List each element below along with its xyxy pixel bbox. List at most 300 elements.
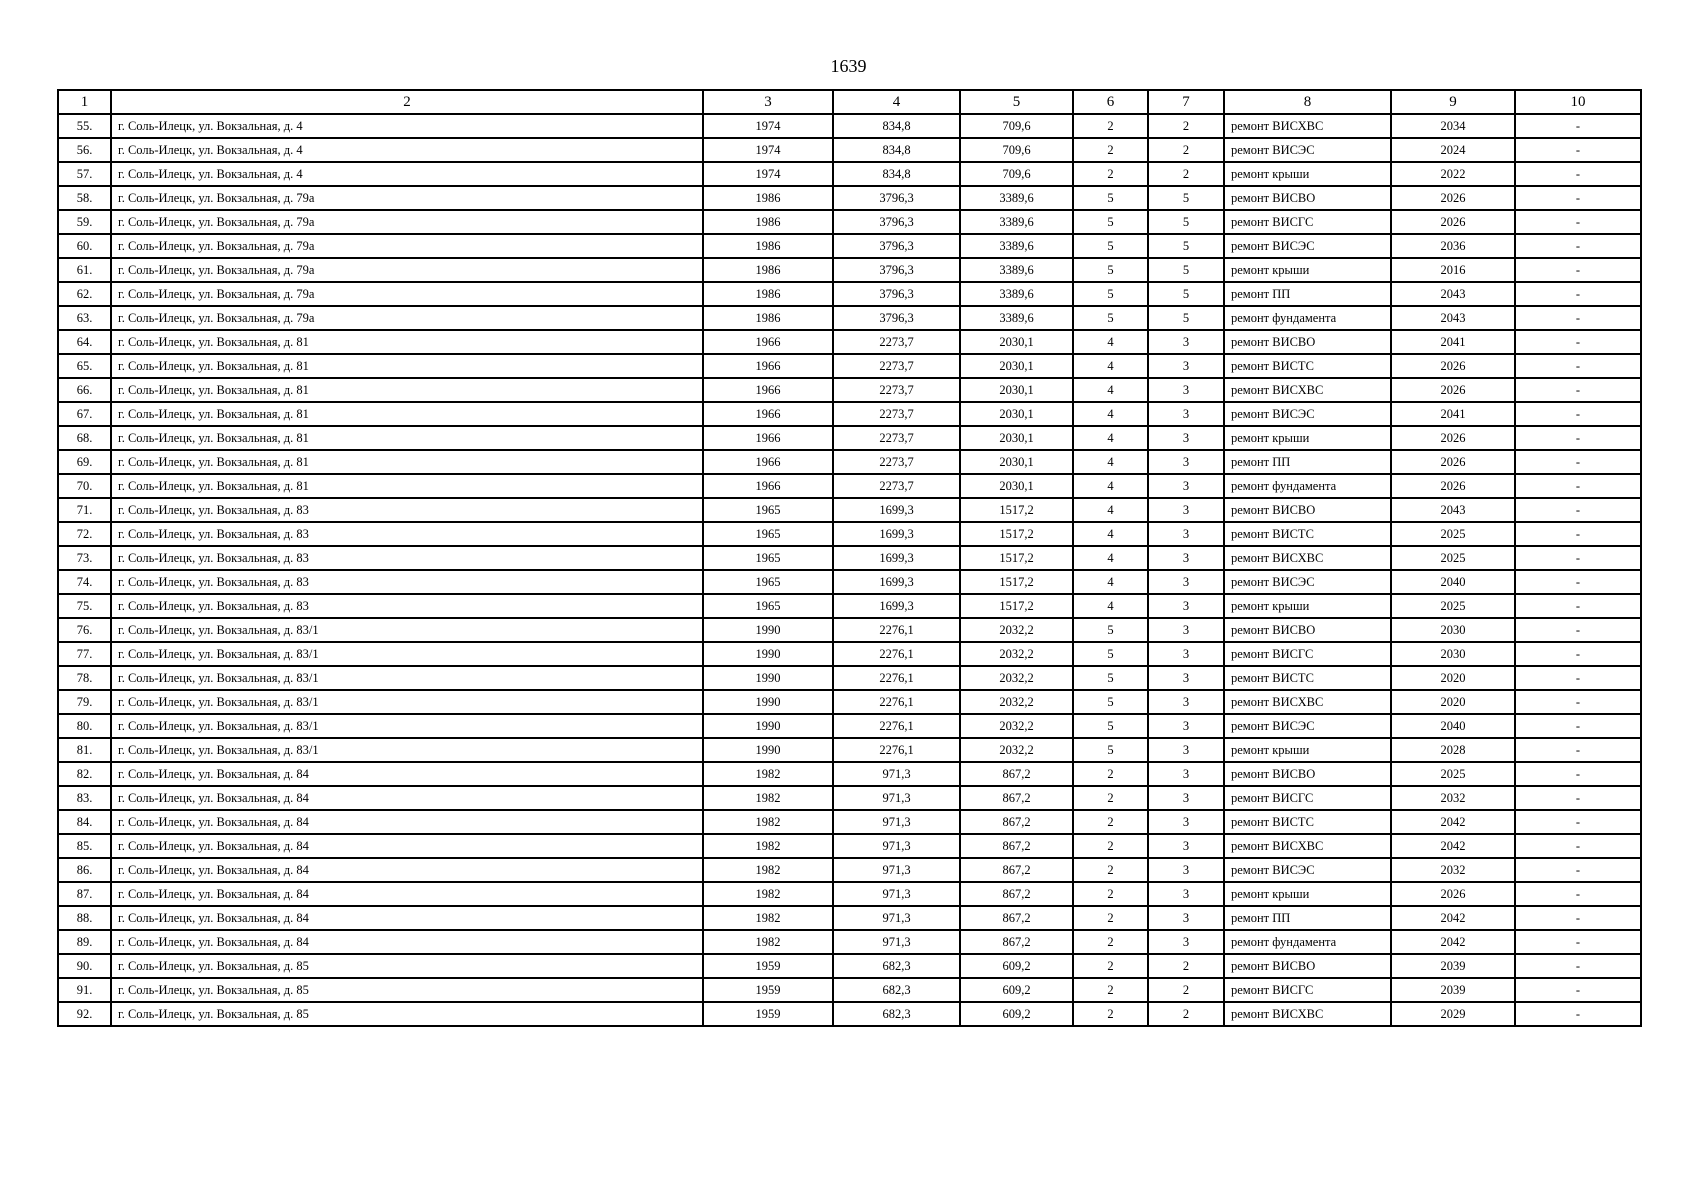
cell-floors: 4 bbox=[1073, 402, 1148, 426]
cell-entrances: 2 bbox=[1148, 138, 1224, 162]
cell-total-area: 682,3 bbox=[833, 978, 960, 1002]
cell-planned-year: 2025 bbox=[1391, 522, 1515, 546]
cell-address: г. Соль-Илецк, ул. Вокзальная, д. 4 bbox=[111, 162, 703, 186]
cell-entrances: 3 bbox=[1148, 402, 1224, 426]
cell-work-type: ремонт ПП bbox=[1224, 450, 1391, 474]
cell-note: - bbox=[1515, 282, 1641, 306]
cell-year-built: 1959 bbox=[703, 954, 833, 978]
cell-row-number: 59. bbox=[58, 210, 111, 234]
cell-address: г. Соль-Илецк, ул. Вокзальная, д. 79а bbox=[111, 234, 703, 258]
table-row bbox=[58, 666, 1641, 690]
cell-total-area: 2273,7 bbox=[833, 426, 960, 450]
cell-floors: 2 bbox=[1073, 1002, 1148, 1026]
cell-living-area: 867,2 bbox=[960, 834, 1073, 858]
cell-living-area: 2032,2 bbox=[960, 690, 1073, 714]
cell-living-area: 3389,6 bbox=[960, 258, 1073, 282]
cell-entrances: 3 bbox=[1148, 546, 1224, 570]
cell-work-type: ремонт ВИСВО bbox=[1224, 954, 1391, 978]
cell-address: г. Соль-Илецк, ул. Вокзальная, д. 84 bbox=[111, 810, 703, 834]
cell-note: - bbox=[1515, 906, 1641, 930]
cell-planned-year: 2042 bbox=[1391, 834, 1515, 858]
cell-year-built: 1982 bbox=[703, 810, 833, 834]
repair-schedule-table bbox=[57, 89, 1642, 1027]
cell-total-area: 2273,7 bbox=[833, 378, 960, 402]
table-row bbox=[58, 282, 1641, 306]
cell-note: - bbox=[1515, 162, 1641, 186]
cell-floors: 5 bbox=[1073, 738, 1148, 762]
cell-year-built: 1982 bbox=[703, 786, 833, 810]
cell-year-built: 1982 bbox=[703, 930, 833, 954]
cell-work-type: ремонт ВИСГС bbox=[1224, 978, 1391, 1002]
cell-year-built: 1982 bbox=[703, 882, 833, 906]
cell-living-area: 867,2 bbox=[960, 810, 1073, 834]
cell-entrances: 2 bbox=[1148, 954, 1224, 978]
cell-address: г. Соль-Илецк, ул. Вокзальная, д. 84 bbox=[111, 882, 703, 906]
cell-year-built: 1982 bbox=[703, 906, 833, 930]
cell-living-area: 709,6 bbox=[960, 114, 1073, 138]
cell-entrances: 5 bbox=[1148, 210, 1224, 234]
cell-planned-year: 2043 bbox=[1391, 306, 1515, 330]
cell-living-area: 3389,6 bbox=[960, 282, 1073, 306]
cell-note: - bbox=[1515, 498, 1641, 522]
cell-work-type: ремонт ВИСЭС bbox=[1224, 138, 1391, 162]
cell-work-type: ремонт ВИСВО bbox=[1224, 618, 1391, 642]
cell-note: - bbox=[1515, 522, 1641, 546]
cell-floors: 2 bbox=[1073, 978, 1148, 1002]
table-row bbox=[58, 522, 1641, 546]
cell-row-number: 77. bbox=[58, 642, 111, 666]
cell-work-type: ремонт фундамента bbox=[1224, 930, 1391, 954]
table-row bbox=[58, 474, 1641, 498]
cell-row-number: 58. bbox=[58, 186, 111, 210]
cell-note: - bbox=[1515, 570, 1641, 594]
cell-year-built: 1986 bbox=[703, 210, 833, 234]
cell-entrances: 3 bbox=[1148, 498, 1224, 522]
cell-address: г. Соль-Илецк, ул. Вокзальная, д. 84 bbox=[111, 930, 703, 954]
cell-note: - bbox=[1515, 210, 1641, 234]
cell-address: г. Соль-Илецк, ул. Вокзальная, д. 79а bbox=[111, 186, 703, 210]
cell-note: - bbox=[1515, 930, 1641, 954]
table-row bbox=[58, 930, 1641, 954]
cell-address: г. Соль-Илецк, ул. Вокзальная, д. 84 bbox=[111, 762, 703, 786]
cell-entrances: 2 bbox=[1148, 1002, 1224, 1026]
cell-floors: 5 bbox=[1073, 258, 1148, 282]
cell-note: - bbox=[1515, 642, 1641, 666]
cell-address: г. Соль-Илецк, ул. Вокзальная, д. 79а bbox=[111, 210, 703, 234]
cell-row-number: 92. bbox=[58, 1002, 111, 1026]
cell-planned-year: 2026 bbox=[1391, 186, 1515, 210]
cell-note: - bbox=[1515, 306, 1641, 330]
cell-floors: 4 bbox=[1073, 594, 1148, 618]
cell-planned-year: 2030 bbox=[1391, 642, 1515, 666]
cell-work-type: ремонт крыши bbox=[1224, 162, 1391, 186]
cell-floors: 5 bbox=[1073, 642, 1148, 666]
cell-total-area: 971,3 bbox=[833, 882, 960, 906]
cell-row-number: 85. bbox=[58, 834, 111, 858]
cell-work-type: ремонт ВИСЭС bbox=[1224, 402, 1391, 426]
cell-note: - bbox=[1515, 810, 1641, 834]
cell-note: - bbox=[1515, 114, 1641, 138]
table-row bbox=[58, 834, 1641, 858]
cell-total-area: 971,3 bbox=[833, 810, 960, 834]
cell-note: - bbox=[1515, 330, 1641, 354]
cell-planned-year: 2016 bbox=[1391, 258, 1515, 282]
cell-entrances: 5 bbox=[1148, 186, 1224, 210]
cell-planned-year: 2039 bbox=[1391, 954, 1515, 978]
cell-planned-year: 2026 bbox=[1391, 450, 1515, 474]
cell-planned-year: 2040 bbox=[1391, 570, 1515, 594]
cell-planned-year: 2026 bbox=[1391, 210, 1515, 234]
cell-work-type: ремонт ВИСВО bbox=[1224, 186, 1391, 210]
cell-year-built: 1966 bbox=[703, 354, 833, 378]
cell-floors: 2 bbox=[1073, 954, 1148, 978]
cell-entrances: 3 bbox=[1148, 330, 1224, 354]
cell-note: - bbox=[1515, 1002, 1641, 1026]
cell-address: г. Соль-Илецк, ул. Вокзальная, д. 81 bbox=[111, 474, 703, 498]
table-row bbox=[58, 450, 1641, 474]
column-header-2: 2 bbox=[111, 90, 703, 114]
cell-entrances: 3 bbox=[1148, 786, 1224, 810]
cell-row-number: 73. bbox=[58, 546, 111, 570]
cell-entrances: 5 bbox=[1148, 234, 1224, 258]
cell-planned-year: 2026 bbox=[1391, 378, 1515, 402]
cell-living-area: 609,2 bbox=[960, 1002, 1073, 1026]
cell-planned-year: 2028 bbox=[1391, 738, 1515, 762]
cell-work-type: ремонт ВИСВО bbox=[1224, 762, 1391, 786]
cell-address: г. Соль-Илецк, ул. Вокзальная, д. 83 bbox=[111, 594, 703, 618]
cell-work-type: ремонт ВИСХВС bbox=[1224, 690, 1391, 714]
column-header-10: 10 bbox=[1515, 90, 1641, 114]
cell-total-area: 971,3 bbox=[833, 858, 960, 882]
cell-row-number: 57. bbox=[58, 162, 111, 186]
cell-living-area: 1517,2 bbox=[960, 546, 1073, 570]
cell-year-built: 1959 bbox=[703, 1002, 833, 1026]
cell-entrances: 3 bbox=[1148, 858, 1224, 882]
table-row bbox=[58, 714, 1641, 738]
cell-entrances: 3 bbox=[1148, 618, 1224, 642]
table-row bbox=[58, 138, 1641, 162]
cell-row-number: 55. bbox=[58, 114, 111, 138]
cell-living-area: 2032,2 bbox=[960, 618, 1073, 642]
cell-year-built: 1986 bbox=[703, 186, 833, 210]
cell-living-area: 2030,1 bbox=[960, 354, 1073, 378]
cell-row-number: 84. bbox=[58, 810, 111, 834]
cell-row-number: 90. bbox=[58, 954, 111, 978]
cell-year-built: 1965 bbox=[703, 498, 833, 522]
cell-year-built: 1986 bbox=[703, 306, 833, 330]
cell-address: г. Соль-Илецк, ул. Вокзальная, д. 81 bbox=[111, 402, 703, 426]
cell-row-number: 87. bbox=[58, 882, 111, 906]
cell-living-area: 609,2 bbox=[960, 978, 1073, 1002]
cell-total-area: 2276,1 bbox=[833, 690, 960, 714]
cell-total-area: 1699,3 bbox=[833, 594, 960, 618]
cell-planned-year: 2036 bbox=[1391, 234, 1515, 258]
cell-work-type: ремонт ВИСХВС bbox=[1224, 1002, 1391, 1026]
cell-living-area: 2030,1 bbox=[960, 426, 1073, 450]
cell-total-area: 971,3 bbox=[833, 930, 960, 954]
cell-floors: 2 bbox=[1073, 162, 1148, 186]
cell-address: г. Соль-Илецк, ул. Вокзальная, д. 81 bbox=[111, 426, 703, 450]
cell-address: г. Соль-Илецк, ул. Вокзальная, д. 83/1 bbox=[111, 666, 703, 690]
cell-year-built: 1965 bbox=[703, 522, 833, 546]
cell-living-area: 2030,1 bbox=[960, 330, 1073, 354]
cell-entrances: 3 bbox=[1148, 378, 1224, 402]
cell-total-area: 2276,1 bbox=[833, 666, 960, 690]
cell-planned-year: 2041 bbox=[1391, 330, 1515, 354]
cell-address: г. Соль-Илецк, ул. Вокзальная, д. 83/1 bbox=[111, 618, 703, 642]
cell-note: - bbox=[1515, 714, 1641, 738]
cell-note: - bbox=[1515, 546, 1641, 570]
cell-note: - bbox=[1515, 378, 1641, 402]
cell-planned-year: 2025 bbox=[1391, 546, 1515, 570]
cell-year-built: 1959 bbox=[703, 978, 833, 1002]
column-header-5: 5 bbox=[960, 90, 1073, 114]
cell-total-area: 2273,7 bbox=[833, 330, 960, 354]
cell-row-number: 78. bbox=[58, 666, 111, 690]
cell-floors: 5 bbox=[1073, 690, 1148, 714]
cell-entrances: 3 bbox=[1148, 426, 1224, 450]
column-header-4: 4 bbox=[833, 90, 960, 114]
table-row bbox=[58, 906, 1641, 930]
cell-floors: 4 bbox=[1073, 354, 1148, 378]
cell-year-built: 1990 bbox=[703, 690, 833, 714]
cell-note: - bbox=[1515, 402, 1641, 426]
cell-year-built: 1966 bbox=[703, 450, 833, 474]
cell-entrances: 3 bbox=[1148, 906, 1224, 930]
cell-entrances: 3 bbox=[1148, 594, 1224, 618]
cell-entrances: 3 bbox=[1148, 882, 1224, 906]
cell-entrances: 3 bbox=[1148, 354, 1224, 378]
cell-row-number: 70. bbox=[58, 474, 111, 498]
cell-living-area: 2032,2 bbox=[960, 738, 1073, 762]
cell-year-built: 1965 bbox=[703, 570, 833, 594]
cell-living-area: 2030,1 bbox=[960, 378, 1073, 402]
table-row bbox=[58, 210, 1641, 234]
cell-row-number: 65. bbox=[58, 354, 111, 378]
cell-entrances: 3 bbox=[1148, 762, 1224, 786]
cell-year-built: 1966 bbox=[703, 426, 833, 450]
cell-year-built: 1990 bbox=[703, 666, 833, 690]
cell-total-area: 971,3 bbox=[833, 906, 960, 930]
cell-living-area: 1517,2 bbox=[960, 498, 1073, 522]
table-row bbox=[58, 546, 1641, 570]
cell-floors: 2 bbox=[1073, 930, 1148, 954]
cell-total-area: 2276,1 bbox=[833, 714, 960, 738]
cell-note: - bbox=[1515, 738, 1641, 762]
cell-row-number: 66. bbox=[58, 378, 111, 402]
table-row bbox=[58, 498, 1641, 522]
cell-year-built: 1990 bbox=[703, 618, 833, 642]
cell-living-area: 2032,2 bbox=[960, 642, 1073, 666]
cell-entrances: 2 bbox=[1148, 162, 1224, 186]
cell-total-area: 3796,3 bbox=[833, 186, 960, 210]
cell-address: г. Соль-Илецк, ул. Вокзальная, д. 81 bbox=[111, 450, 703, 474]
cell-work-type: ремонт ВИСХВС bbox=[1224, 546, 1391, 570]
cell-year-built: 1982 bbox=[703, 834, 833, 858]
cell-row-number: 60. bbox=[58, 234, 111, 258]
column-header-8: 8 bbox=[1224, 90, 1391, 114]
cell-floors: 4 bbox=[1073, 498, 1148, 522]
cell-note: - bbox=[1515, 450, 1641, 474]
cell-address: г. Соль-Илецк, ул. Вокзальная, д. 81 bbox=[111, 354, 703, 378]
cell-floors: 2 bbox=[1073, 906, 1148, 930]
cell-year-built: 1986 bbox=[703, 234, 833, 258]
cell-floors: 5 bbox=[1073, 714, 1148, 738]
cell-floors: 2 bbox=[1073, 858, 1148, 882]
cell-year-built: 1966 bbox=[703, 474, 833, 498]
cell-note: - bbox=[1515, 786, 1641, 810]
cell-planned-year: 2034 bbox=[1391, 114, 1515, 138]
cell-floors: 5 bbox=[1073, 618, 1148, 642]
cell-work-type: ремонт ВИСХВС bbox=[1224, 378, 1391, 402]
cell-note: - bbox=[1515, 762, 1641, 786]
cell-floors: 2 bbox=[1073, 138, 1148, 162]
cell-work-type: ремонт ВИСХВС bbox=[1224, 114, 1391, 138]
cell-work-type: ремонт ВИСЭС bbox=[1224, 714, 1391, 738]
cell-work-type: ремонт ВИСЭС bbox=[1224, 858, 1391, 882]
cell-planned-year: 2022 bbox=[1391, 162, 1515, 186]
cell-living-area: 1517,2 bbox=[960, 522, 1073, 546]
table-row bbox=[58, 354, 1641, 378]
table-row bbox=[58, 234, 1641, 258]
cell-row-number: 64. bbox=[58, 330, 111, 354]
cell-total-area: 3796,3 bbox=[833, 258, 960, 282]
cell-floors: 5 bbox=[1073, 210, 1148, 234]
table-row bbox=[58, 690, 1641, 714]
cell-work-type: ремонт ВИСГС bbox=[1224, 642, 1391, 666]
cell-year-built: 1974 bbox=[703, 114, 833, 138]
cell-work-type: ремонт ВИСХВС bbox=[1224, 834, 1391, 858]
cell-entrances: 3 bbox=[1148, 714, 1224, 738]
cell-planned-year: 2042 bbox=[1391, 930, 1515, 954]
cell-living-area: 2030,1 bbox=[960, 474, 1073, 498]
cell-planned-year: 2024 bbox=[1391, 138, 1515, 162]
cell-living-area: 2030,1 bbox=[960, 402, 1073, 426]
cell-total-area: 2273,7 bbox=[833, 354, 960, 378]
cell-total-area: 3796,3 bbox=[833, 282, 960, 306]
column-header-7: 7 bbox=[1148, 90, 1224, 114]
cell-entrances: 3 bbox=[1148, 738, 1224, 762]
cell-entrances: 3 bbox=[1148, 450, 1224, 474]
cell-planned-year: 2026 bbox=[1391, 426, 1515, 450]
cell-work-type: ремонт ВИСТС bbox=[1224, 354, 1391, 378]
cell-year-built: 1974 bbox=[703, 162, 833, 186]
cell-living-area: 1517,2 bbox=[960, 570, 1073, 594]
cell-address: г. Соль-Илецк, ул. Вокзальная, д. 83 bbox=[111, 498, 703, 522]
table-body bbox=[58, 114, 1641, 1026]
cell-entrances: 3 bbox=[1148, 810, 1224, 834]
cell-planned-year: 2041 bbox=[1391, 402, 1515, 426]
cell-note: - bbox=[1515, 354, 1641, 378]
table-row bbox=[58, 114, 1641, 138]
cell-living-area: 867,2 bbox=[960, 786, 1073, 810]
cell-planned-year: 2032 bbox=[1391, 786, 1515, 810]
cell-address: г. Соль-Илецк, ул. Вокзальная, д. 79а bbox=[111, 258, 703, 282]
cell-living-area: 3389,6 bbox=[960, 234, 1073, 258]
cell-address: г. Соль-Илецк, ул. Вокзальная, д. 79а bbox=[111, 306, 703, 330]
cell-total-area: 834,8 bbox=[833, 114, 960, 138]
cell-work-type: ремонт ВИСТС bbox=[1224, 810, 1391, 834]
cell-floors: 5 bbox=[1073, 282, 1148, 306]
cell-year-built: 1982 bbox=[703, 762, 833, 786]
cell-planned-year: 2025 bbox=[1391, 762, 1515, 786]
cell-note: - bbox=[1515, 882, 1641, 906]
cell-note: - bbox=[1515, 618, 1641, 642]
cell-work-type: ремонт ВИСТС bbox=[1224, 666, 1391, 690]
cell-work-type: ремонт крыши bbox=[1224, 594, 1391, 618]
cell-note: - bbox=[1515, 954, 1641, 978]
cell-living-area: 609,2 bbox=[960, 954, 1073, 978]
cell-row-number: 67. bbox=[58, 402, 111, 426]
cell-entrances: 3 bbox=[1148, 690, 1224, 714]
cell-entrances: 5 bbox=[1148, 258, 1224, 282]
cell-floors: 4 bbox=[1073, 330, 1148, 354]
column-header-3: 3 bbox=[703, 90, 833, 114]
table-row bbox=[58, 306, 1641, 330]
cell-row-number: 80. bbox=[58, 714, 111, 738]
cell-row-number: 81. bbox=[58, 738, 111, 762]
cell-floors: 5 bbox=[1073, 186, 1148, 210]
cell-living-area: 867,2 bbox=[960, 762, 1073, 786]
cell-floors: 4 bbox=[1073, 570, 1148, 594]
cell-living-area: 3389,6 bbox=[960, 210, 1073, 234]
cell-planned-year: 2039 bbox=[1391, 978, 1515, 1002]
cell-row-number: 91. bbox=[58, 978, 111, 1002]
cell-living-area: 867,2 bbox=[960, 930, 1073, 954]
cell-note: - bbox=[1515, 186, 1641, 210]
cell-floors: 2 bbox=[1073, 882, 1148, 906]
cell-year-built: 1966 bbox=[703, 378, 833, 402]
table-row bbox=[58, 882, 1641, 906]
cell-address: г. Соль-Илецк, ул. Вокзальная, д. 83/1 bbox=[111, 690, 703, 714]
table-row bbox=[58, 810, 1641, 834]
cell-floors: 5 bbox=[1073, 306, 1148, 330]
cell-planned-year: 2042 bbox=[1391, 906, 1515, 930]
cell-year-built: 1986 bbox=[703, 258, 833, 282]
cell-note: - bbox=[1515, 426, 1641, 450]
cell-floors: 4 bbox=[1073, 378, 1148, 402]
table-row bbox=[58, 330, 1641, 354]
column-header-6: 6 bbox=[1073, 90, 1148, 114]
cell-row-number: 76. bbox=[58, 618, 111, 642]
cell-address: г. Соль-Илецк, ул. Вокзальная, д. 4 bbox=[111, 138, 703, 162]
cell-planned-year: 2030 bbox=[1391, 618, 1515, 642]
table-row bbox=[58, 594, 1641, 618]
cell-living-area: 709,6 bbox=[960, 162, 1073, 186]
cell-address: г. Соль-Илецк, ул. Вокзальная, д. 4 bbox=[111, 114, 703, 138]
cell-floors: 4 bbox=[1073, 450, 1148, 474]
cell-address: г. Соль-Илецк, ул. Вокзальная, д. 81 bbox=[111, 378, 703, 402]
cell-row-number: 74. bbox=[58, 570, 111, 594]
cell-floors: 2 bbox=[1073, 834, 1148, 858]
cell-address: г. Соль-Илецк, ул. Вокзальная, д. 84 bbox=[111, 906, 703, 930]
cell-row-number: 72. bbox=[58, 522, 111, 546]
cell-entrances: 3 bbox=[1148, 666, 1224, 690]
table-row bbox=[58, 162, 1641, 186]
cell-entrances: 3 bbox=[1148, 642, 1224, 666]
cell-total-area: 1699,3 bbox=[833, 570, 960, 594]
cell-row-number: 83. bbox=[58, 786, 111, 810]
cell-planned-year: 2042 bbox=[1391, 810, 1515, 834]
cell-note: - bbox=[1515, 138, 1641, 162]
cell-floors: 4 bbox=[1073, 522, 1148, 546]
table-row bbox=[58, 786, 1641, 810]
table-row bbox=[58, 978, 1641, 1002]
cell-note: - bbox=[1515, 858, 1641, 882]
cell-work-type: ремонт ВИСГС bbox=[1224, 210, 1391, 234]
cell-year-built: 1990 bbox=[703, 738, 833, 762]
cell-work-type: ремонт ВИСГС bbox=[1224, 786, 1391, 810]
